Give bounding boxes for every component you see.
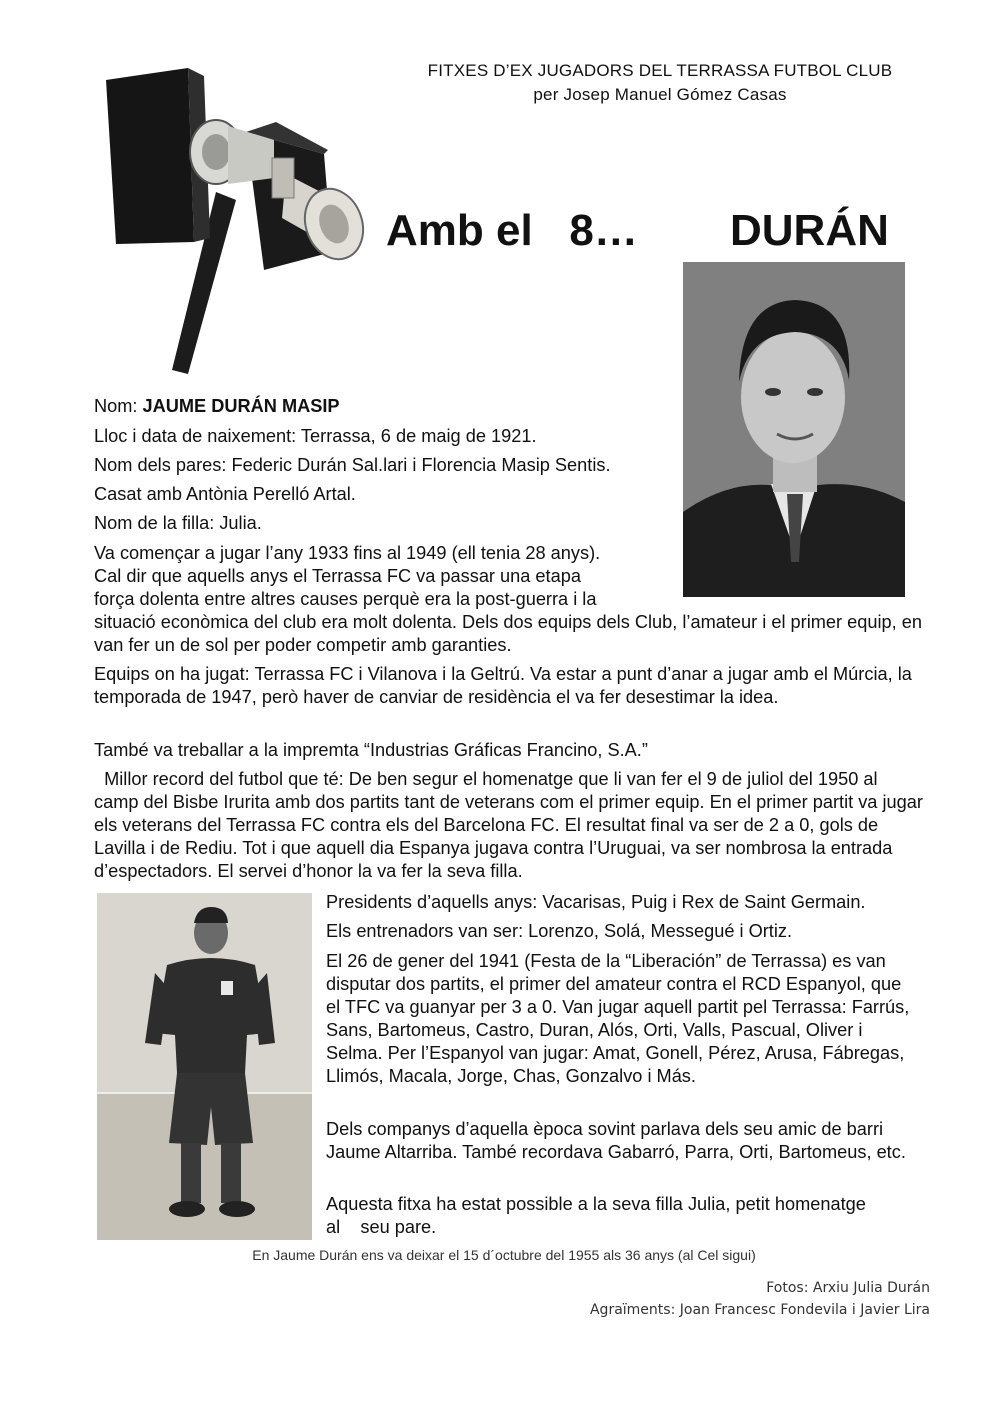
parents-line: Nom dels pares: Federic Durán Sal.lari i Florencia Masip Sentis. xyxy=(94,455,611,475)
career-line-3: força dolenta entre altres causes perquè era la post-guerra i la xyxy=(94,589,597,609)
player-surname: DURÁN xyxy=(730,206,889,255)
presidents-line: Presidents d’aquells anys: Vacarisas, Puig i Rex de Saint Germain. xyxy=(326,892,866,912)
career-paragraph-rest: situació econòmica del club era molt dolenta. Dels dos equips dels Club, l’amateur i el primer equip, en van fer un de sol per poder competir amb garanties. xyxy=(94,612,922,655)
acknowledgement-line-2: al seu pare. xyxy=(326,1217,437,1237)
series-title: FITXES D’EX JUGADORS DEL TERRASSA FUTBOL CLUB xyxy=(427,61,893,80)
work-paragraph: També va treballar a la impremta “Industrias Gráficas Francino, S.A.” xyxy=(94,740,648,760)
page-title: Amb el 8… xyxy=(386,206,638,255)
name-line xyxy=(94,395,664,418)
best-memory-paragraph: Millor record del futbol que té: De ben segur el homenatge que li van fer el 9 de juliol del 1950 al camp del Bisbe Irurita amb dos partits tant de veterans com el primer equip. En el primer partit va jugar els veterans del Terrassa FC contra els del Barcelona FC. El resultat final va ser de 2 a 0, gols de Lavilla i de Rediu. Tot i que aquell dia Espanya jugava contra l’Uruguai, va ser nombrosa la entrada d’espectadors. El servei d’honor la va fer la seva filla. xyxy=(94,769,928,881)
birth-line: Lloc i data de naixement: Terrassa, 6 de maig de 1921. xyxy=(94,426,537,446)
photo-credits: Fotos: Arxiu Julia Durán xyxy=(766,1280,930,1296)
name-value: JAUME DURÁN MASIP xyxy=(142,396,340,416)
author-line: per Josep Manuel Gómez Casas xyxy=(533,85,787,104)
player-kit-photo xyxy=(97,893,312,1240)
coaches-line: Els entrenadors van ser: Lorenzo, Solá, Messegué i Ortiz. xyxy=(326,921,793,941)
match-1941-paragraph: El 26 de gener del 1941 (Festa de la “Liberación” de Terrassa) es van disputar dos partits, el primer del amateur contra el RCD Espanyol, que el TFC va guanyar per 3 a 0. Van jugar aquell partit pel Terrassa: Farrús, Sans, Bartomeus, Castro, Duran, Alós, Orti, Valls, Pascual, Oliver i Selma. Per l’Espanyol van jugar: Amat, Gonell, Pérez, Arusa, Fábregas, Llimós, Macala, Jorge, Chas, Gonzalvo i Más. xyxy=(326,951,910,1086)
married-line: Casat amb Antònia Perelló Artal. xyxy=(94,484,356,504)
memorial-caption: En Jaume Durán ens va deixar el 15 d´octubre del 1955 als 36 anys (al Cel sigui) xyxy=(252,1247,756,1263)
name-label: Nom: xyxy=(94,396,143,416)
teammates-paragraph: Dels companys d’aquella època sovint parlava dels seu amic de barri Jaume Altarriba. També recordava Gabarró, Parra, Orti, Bartomeus, etc. xyxy=(326,1119,906,1162)
loudspeaker-illustration xyxy=(96,62,376,374)
thanks-credits: Agraïments: Joan Francesc Fondevila i Javier Lira xyxy=(589,1302,930,1318)
daughter-line: Nom de la filla: Julia. xyxy=(94,513,262,533)
acknowledgement-line-1: Aquesta fitxa ha estat possible a la seva filla Julia, petit homenatge xyxy=(326,1194,866,1214)
portrait-photo xyxy=(683,262,905,597)
teams-paragraph: Equips on ha jugat: Terrassa FC i Vilanova i la Geltrú. Va estar a punt d’anar a jugar amb el Múrcia, la temporada de 1947, però haver de canviar de residència el va fer desestimar la idea. xyxy=(94,664,912,707)
career-line-2: Cal dir que aquells anys el Terrassa FC va passar una etapa xyxy=(94,566,581,586)
career-line-1: Va començar a jugar l’any 1933 fins al 1949 (ell tenia 28 anys). xyxy=(94,543,601,563)
